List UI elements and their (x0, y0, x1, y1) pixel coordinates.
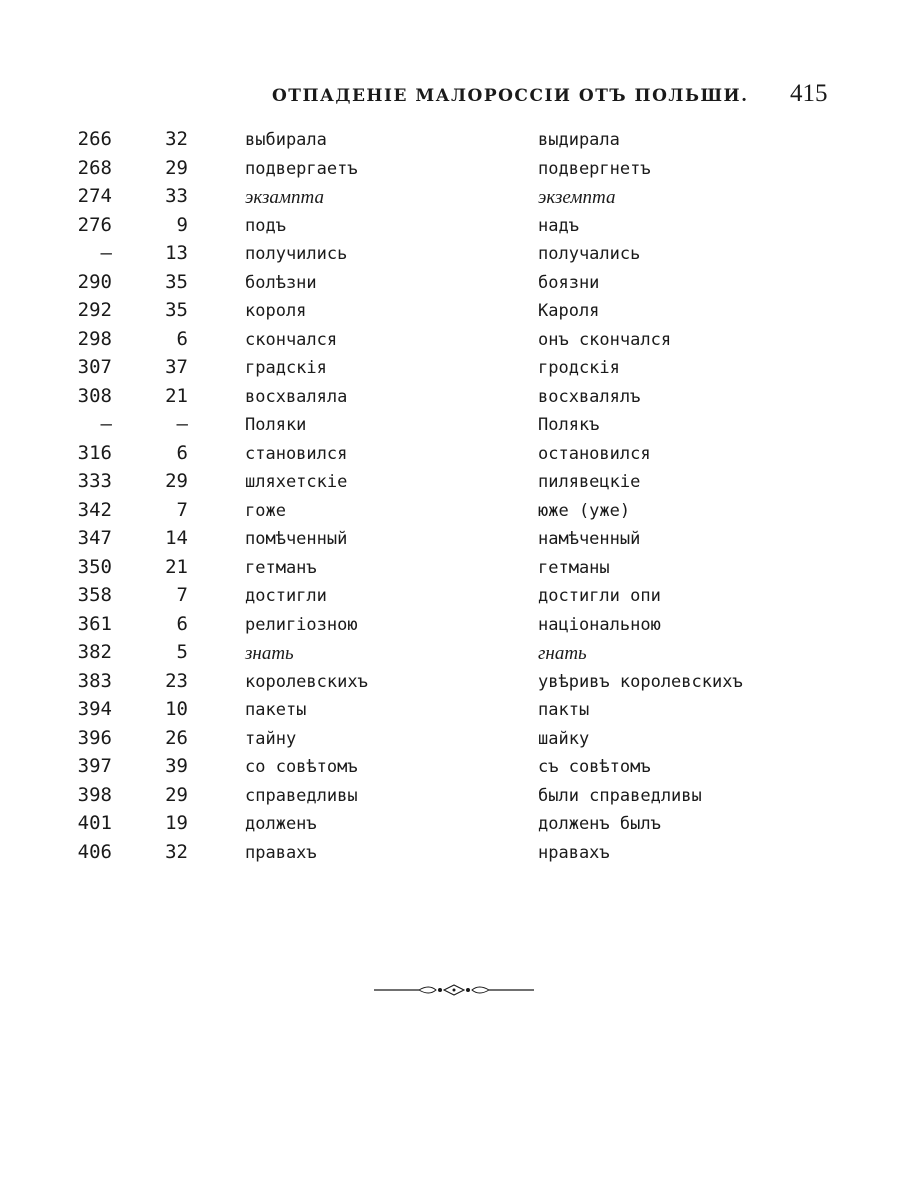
errata-corrected-text: національною (538, 614, 661, 635)
errata-page-number: 358 (77, 584, 112, 606)
errata-corrected-text: Полякъ (538, 415, 600, 435)
errata-row (0, 582, 900, 611)
errata-corrected-text: нравахъ (538, 842, 610, 863)
errata-printed-text: шляхетскіе (245, 472, 348, 492)
errata-corrected-text: были справедливы (538, 785, 702, 806)
errata-line-number: 6 (176, 612, 188, 635)
errata-page-number: 382 (77, 641, 112, 663)
errata-line-number: 32 (165, 840, 188, 863)
errata-page-number: 298 (77, 327, 112, 350)
errata-page-number: 394 (77, 698, 112, 720)
errata-page-number: 333 (77, 470, 112, 492)
errata-page-number: 383 (77, 669, 112, 692)
errata-line-number: — (176, 413, 188, 435)
errata-page-number: — (100, 242, 112, 264)
errata-printed-text: религіозною (245, 614, 358, 635)
errata-row (0, 696, 900, 725)
errata-corrected-text: пакты (538, 700, 590, 720)
errata-printed-text: правахъ (245, 842, 317, 863)
errata-printed-text: градскія (245, 358, 327, 378)
errata-row (0, 810, 900, 839)
errata-row (0, 126, 900, 155)
errata-printed-text: со совѣтомъ (245, 757, 358, 777)
errata-printed-text: гетманъ (245, 557, 317, 578)
errata-printed-text: королевскихъ (245, 671, 368, 692)
errata-corrected-text: гетманы (538, 557, 610, 578)
errata-printed-text: гоже (245, 500, 286, 521)
page-number: 415 (790, 80, 828, 107)
errata-corrected-text: достигли опи (538, 586, 661, 606)
errata-line-number: 6 (176, 441, 188, 464)
errata-line-number: 29 (165, 783, 188, 806)
errata-corrected-text: остановился (538, 443, 651, 464)
errata-printed-text: долженъ (245, 814, 317, 834)
errata-corrected-text: съ совѣтомъ (538, 757, 651, 777)
errata-line-number: 32 (165, 128, 188, 150)
errata-page-number: 307 (77, 356, 112, 378)
errata-printed-text: Поляки (245, 415, 307, 435)
errata-corrected-text: подвергнетъ (538, 158, 651, 179)
errata-line-number: 9 (176, 213, 188, 236)
errata-row (0, 269, 900, 298)
errata-page-number: — (100, 413, 112, 435)
errata-corrected-text: экземпта (538, 187, 616, 208)
errata-printed-text: болѣзни (245, 272, 317, 293)
errata-row (0, 297, 900, 326)
errata-line-number: 37 (165, 356, 188, 378)
errata-page-number: 316 (77, 441, 112, 464)
errata-corrected-text: получались (538, 244, 641, 264)
errata-corrected-text: выдирала (538, 130, 620, 150)
errata-page-number: 406 (77, 840, 112, 863)
errata-printed-text: подвергаетъ (245, 158, 358, 179)
errata-row (0, 782, 900, 811)
errata-page-number: 276 (77, 213, 112, 236)
errata-page-number: 308 (77, 384, 112, 407)
errata-line-number: 23 (165, 669, 188, 692)
errata-printed-text: тайну (245, 728, 297, 749)
errata-row (0, 554, 900, 583)
errata-row (0, 725, 900, 754)
errata-row (0, 183, 900, 212)
errata-printed-text: пакеты (245, 700, 307, 720)
errata-line-number: 39 (165, 755, 188, 777)
errata-row (0, 411, 900, 440)
errata-printed-text: справедливы (245, 785, 358, 806)
errata-page-number: 401 (77, 812, 112, 834)
errata-corrected-text: Кароля (538, 301, 600, 321)
errata-line-number: 7 (176, 584, 188, 606)
errata-row (0, 212, 900, 241)
errata-corrected-text: долженъ былъ (538, 814, 661, 834)
errata-row (0, 155, 900, 184)
errata-line-number: 35 (165, 299, 188, 321)
errata-printed-text: становился (245, 443, 348, 464)
errata-printed-text: выбирала (245, 130, 327, 150)
page-header (0, 78, 900, 118)
errata-row (0, 525, 900, 554)
errata-printed-text: достигли (245, 586, 327, 606)
errata-corrected-text: юже (уже) (538, 500, 631, 521)
errata-printed-text: получились (245, 244, 348, 264)
errata-line-number: 10 (165, 698, 188, 720)
errata-line-number: 21 (165, 555, 188, 578)
errata-corrected-text: надъ (538, 215, 579, 236)
errata-page-number: 342 (77, 498, 112, 521)
errata-row (0, 611, 900, 640)
running-head: ОТПАДЕНІЕ МАЛОРОССІИ ОТЪ ПОЛЬШИ. (272, 86, 749, 106)
errata-corrected-text: гнать (538, 643, 587, 664)
errata-line-number: 7 (176, 498, 188, 521)
errata-line-number: 29 (165, 156, 188, 179)
errata-printed-text: подъ (245, 215, 286, 236)
errata-corrected-text: увѣривъ королевскихъ (538, 671, 743, 692)
end-ornament-icon (374, 980, 534, 1000)
errata-corrected-text: боязни (538, 272, 600, 293)
errata-page-number: 274 (77, 185, 112, 207)
errata-page-number: 292 (77, 299, 112, 321)
errata-row (0, 839, 900, 868)
errata-printed-text: экзампта (245, 187, 325, 208)
errata-line-number: 5 (176, 641, 188, 663)
errata-page-number: 350 (77, 555, 112, 578)
errata-line-number: 26 (165, 726, 188, 749)
errata-printed-text: восхваляла (245, 386, 348, 407)
errata-corrected-text: гродскія (538, 358, 620, 378)
errata-row (0, 497, 900, 526)
errata-page-number: 268 (77, 156, 112, 179)
errata-page-number: 347 (77, 527, 112, 549)
errata-row (0, 326, 900, 355)
errata-page-number: 398 (77, 783, 112, 806)
errata-printed-text: знать (245, 643, 294, 664)
errata-corrected-text: онъ скончался (538, 329, 672, 350)
errata-corrected-text: намѣченный (538, 529, 641, 549)
errata-printed-text: скончался (245, 329, 338, 350)
errata-page-number: 290 (77, 270, 112, 293)
errata-corrected-text: пилявецкіе (538, 472, 641, 492)
errata-page-number: 396 (77, 726, 112, 749)
errata-page-number: 361 (77, 612, 112, 635)
errata-table (0, 126, 900, 867)
errata-row (0, 468, 900, 497)
errata-line-number: 19 (165, 812, 188, 834)
errata-page-number: 397 (77, 755, 112, 777)
errata-row (0, 668, 900, 697)
errata-printed-text: короля (245, 301, 307, 321)
errata-line-number: 6 (176, 327, 188, 350)
errata-line-number: 21 (165, 384, 188, 407)
errata-line-number: 35 (165, 270, 188, 293)
errata-corrected-text: шайку (538, 728, 590, 749)
errata-corrected-text: восхвалялъ (538, 386, 641, 407)
errata-line-number: 33 (165, 185, 188, 207)
errata-row (0, 240, 900, 269)
errata-row (0, 354, 900, 383)
errata-row (0, 753, 900, 782)
errata-row (0, 383, 900, 412)
errata-line-number: 14 (165, 527, 188, 549)
errata-row (0, 639, 900, 668)
errata-line-number: 29 (165, 470, 188, 492)
errata-printed-text: помѣченный (245, 529, 348, 549)
errata-page-number: 266 (77, 128, 112, 150)
errata-row (0, 440, 900, 469)
errata-line-number: 13 (165, 242, 188, 264)
